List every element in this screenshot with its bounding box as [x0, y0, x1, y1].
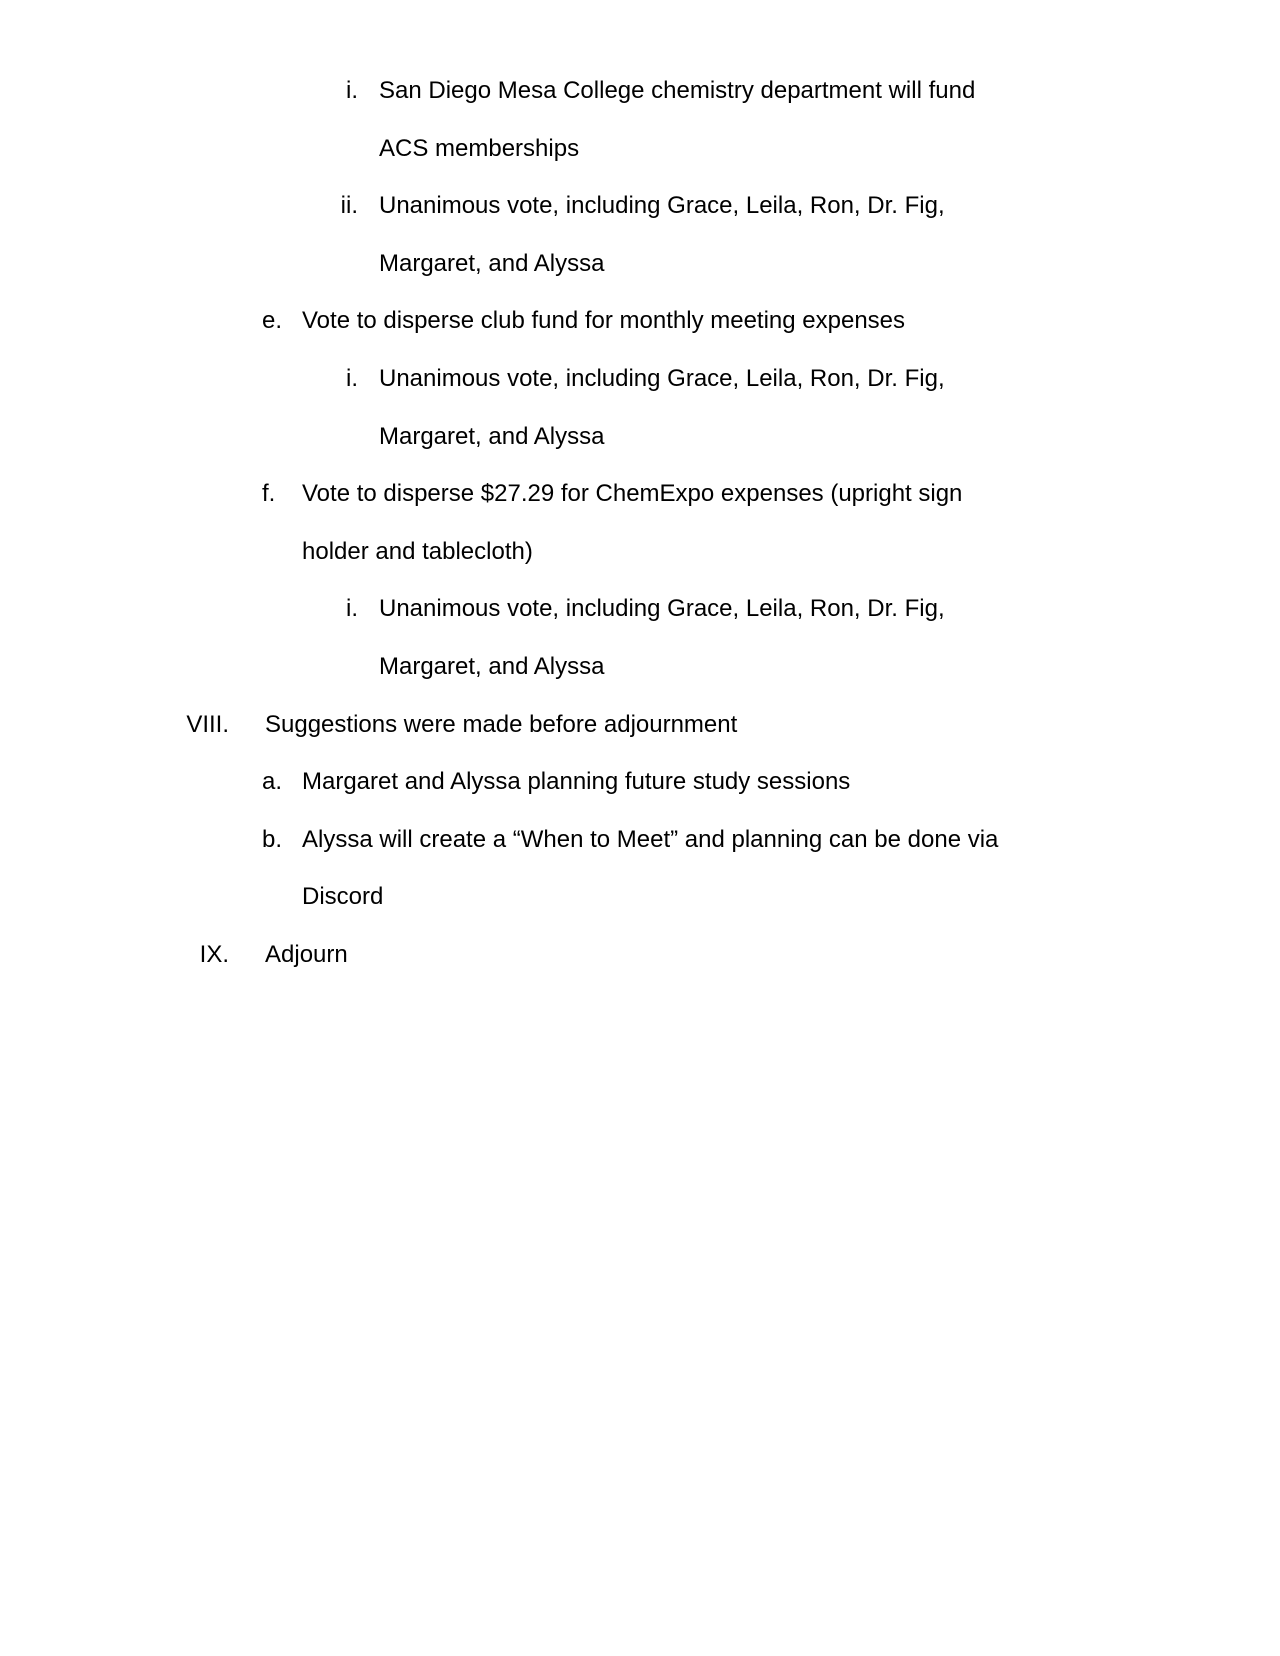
list-item-text: Margaret, and Alyssa	[379, 653, 605, 680]
list-marker: f.	[262, 480, 276, 508]
list-item-continuation	[0, 135, 1280, 163]
list-item	[0, 192, 1280, 220]
list-item	[0, 307, 1280, 335]
list-item-text: ACS memberships	[379, 134, 580, 162]
list-item	[0, 826, 1280, 854]
list-item-continuation	[0, 538, 1280, 566]
list-item-text: holder and tablecloth)	[302, 537, 533, 565]
list-item	[0, 941, 1280, 969]
list-item-text: Alyssa will create a “When to Meet” and planning can be done via	[302, 825, 999, 853]
list-marker: i.	[346, 77, 358, 104]
list-marker: e.	[262, 307, 283, 335]
list-item	[0, 768, 1280, 796]
list-item	[0, 77, 1280, 105]
list-marker: b.	[262, 825, 283, 853]
list-item-text: Vote to disperse $27.29 for ChemExpo expenses (upright sign	[302, 480, 963, 508]
list-item-text: San Diego Mesa College chemistry department will fund	[379, 77, 976, 104]
list-item-text: Margaret and Alyssa planning future study sessions	[302, 768, 851, 796]
list-marker: i.	[346, 595, 358, 623]
list-item	[0, 595, 1280, 623]
list-item-text: Suggestions were made before adjournment	[265, 710, 738, 738]
list-item	[0, 365, 1280, 393]
list-item-text: Unanimous vote, including Grace, Leila, Ron, Dr. Fig,	[379, 192, 945, 220]
list-item	[0, 480, 1280, 508]
list-item-text: Adjourn	[265, 941, 348, 968]
list-item-text: Margaret, and Alyssa	[379, 422, 605, 450]
list-marker: i.	[346, 365, 358, 392]
list-item-text: Vote to disperse club fund for monthly meeting expenses	[302, 307, 906, 335]
list-marker: a.	[262, 768, 283, 796]
list-item-text: Unanimous vote, including Grace, Leila, Ron, Dr. Fig,	[379, 365, 945, 392]
list-marker: VIII.	[186, 710, 229, 738]
list-item-text: Unanimous vote, including Grace, Leila, Ron, Dr. Fig,	[379, 595, 945, 623]
list-item-continuation	[0, 250, 1280, 278]
list-marker: ii.	[340, 192, 358, 220]
list-item-text: Discord	[302, 883, 384, 911]
list-item-continuation	[0, 883, 1280, 911]
list-item	[0, 711, 1280, 739]
list-item-continuation	[0, 653, 1280, 681]
list-item-text: Margaret, and Alyssa	[379, 249, 605, 277]
list-item-continuation	[0, 423, 1280, 451]
list-marker: IX.	[199, 941, 229, 968]
